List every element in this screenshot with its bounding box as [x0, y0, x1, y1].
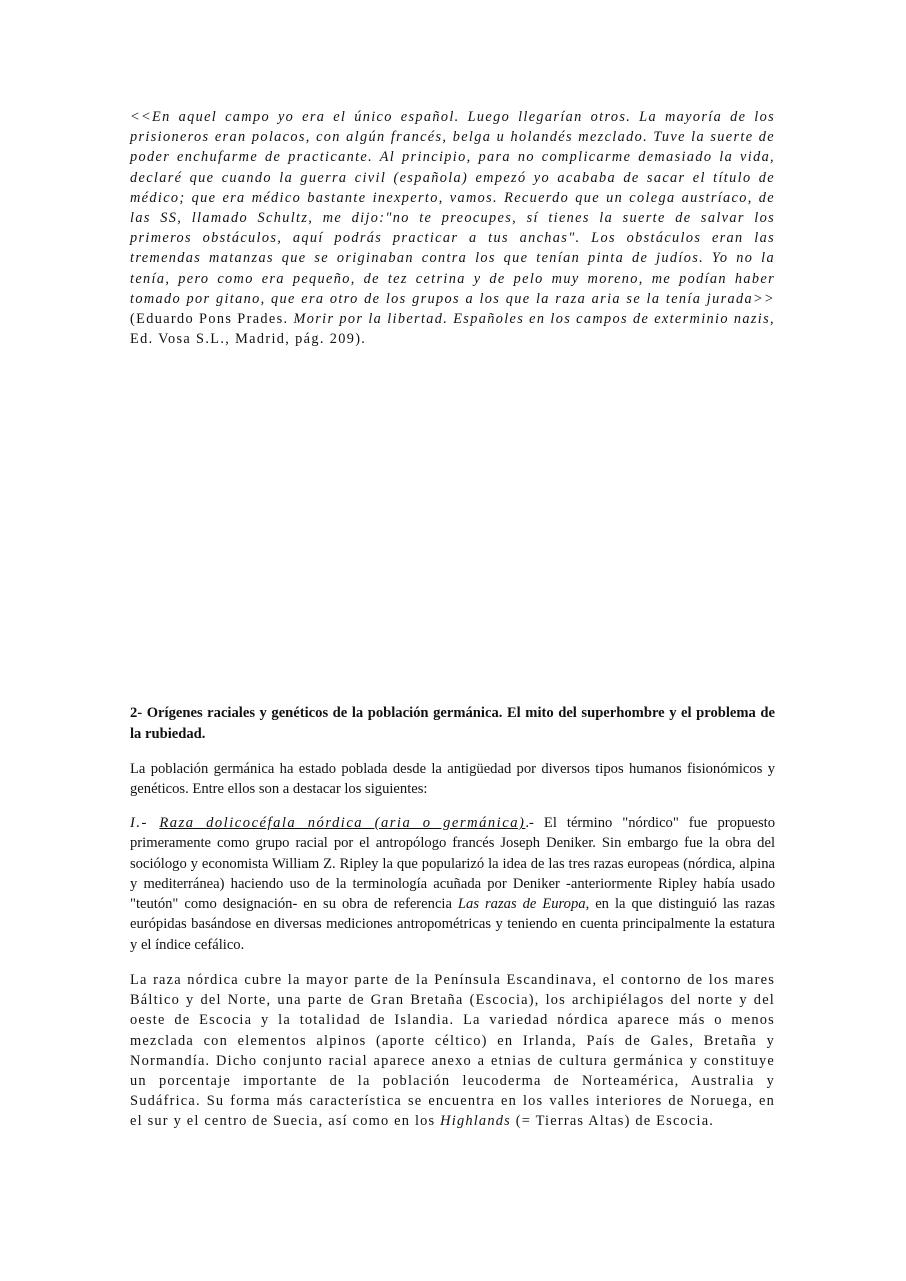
testimony-quote [130, 107, 775, 349]
highlands-term: Highlands [440, 1113, 511, 1130]
item-text-part2: , en la que distinguió las razas európidas basándose en diversas mediciones antropométricas y teniendo en cuenta principalmente la estatura y el índice cefálico. [130, 896, 775, 953]
citation-prefix: (Eduardo Pons Prades. [130, 311, 294, 328]
distribution-paragraph [130, 970, 775, 1132]
distribution-text: La raza nórdica cubre la mayor parte de la Península Escandinava, el contorno de los mares Báltico y del Norte, una parte de Gran Bretaña (Escocia), los archipiélagos del norte y del oeste de Escocia y la totalidad de Islandia. La variedad nórdica aparece más o menos mezclada con elementos alpinos (aporte céltico) en Irlanda, País de Gales, Bretaña y Normandía. Dicho conjunto racial aparece anexo a etnias de cultura germánica y constituye un porcentaje importante de la población leucoderma de Norteamérica, Australia y Sudáfrica. Su forma más característica se encuentra en los valles interiores de Noruega, en el sur y el centro de Suecia, así como en los [130, 972, 775, 1130]
citation-title: Morir por la libertad. Españoles en los campos de exterminio nazis [293, 311, 771, 328]
book-title: Las razas de Europa [457, 896, 586, 913]
intro-paragraph: La población germánica ha estado poblada desde la antigüedad por diversos tipos humanos fisionómicos y genéticos. Entre ellos son a destacar los siguientes: [130, 761, 775, 798]
distribution-end: (= Tierras Altas) de Escocia. [510, 1113, 715, 1130]
item-title: Raza dolicocéfala nórdica (aria o germánica) [159, 815, 526, 831]
nordic-race-paragraph [130, 813, 775, 955]
citation-suffix: , Ed. Vosa S.L., Madrid, pág. 209). [130, 311, 775, 348]
section-heading: 2- Orígenes raciales y genéticos de la población germánica. El mito del superhombre y el problema de la rubiedad. [130, 705, 775, 742]
item-number: I.- [130, 815, 160, 831]
quote-text: <<En aquel campo yo era el único español. Luego llegarían otros. La mayoría de los prisioneros eran polacos, con algún francés, belga u holandés mezclado. Tuve la suerte de poder enchufarme de practicante. Al principio, para no complicarme demasiado la vida, declaré que cuando la guerra civil (española) empezó yo acababa de sacar el título de médico; que era médico bastante inexperto, vamos. Recuerdo que un colega austríaco, de las SS, llamado Schultz, me dijo:"no te preocupes, sí tienes la suerte de salvar los primeros obstáculos, aquí podrás practicar a tus anchas". Los obstáculos eran las tremendas matanzas que se originaban contra los que tenían pinta de judíos. Yo no la tenía, pero como era pequeño, de tez cetrina y de pelo muy moreno, me podían haber tomado por gitano, que era otro de los grupos a los que la raza aria se la tenía jurada>> [130, 109, 775, 307]
item-text-part1: El término "nórdico" fue propuesto primeramente como grupo racial por el antropólogo francés Joseph Deniker. Sin embargo fue la obra del sociólogo y economista William Z. Ripley la que popularizó la idea de las tres razas europeas (nórdica, alpina y mediterránea) haciendo uso de la terminología acuñada por Deniker -anteriormente Ripley había usado "teutón" como designación- en su obra de referencia [130, 815, 776, 913]
item-separator: .- [525, 815, 544, 831]
